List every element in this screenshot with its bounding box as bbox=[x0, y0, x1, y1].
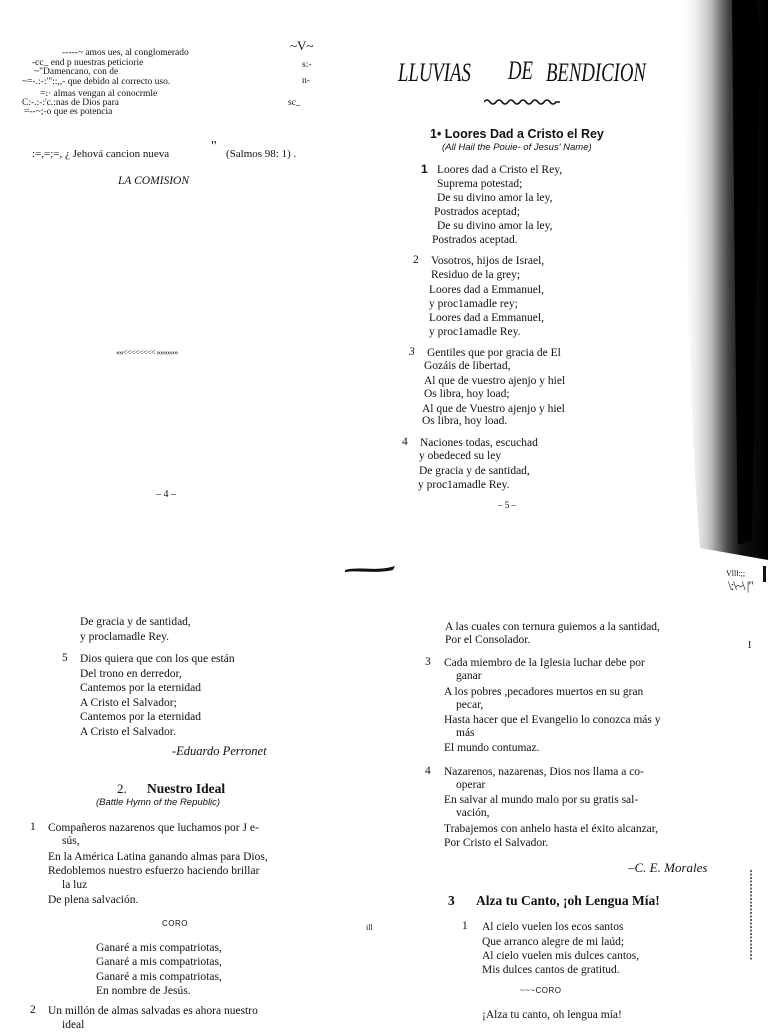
hymn-title: 1• Loores Dad a Cristo el Rey bbox=[430, 127, 604, 141]
chorus-line: Ganaré a mis compatriotas, bbox=[96, 971, 222, 983]
verse-line: Loores dad a Emmanuel, bbox=[429, 312, 544, 324]
verse-line: Loores dad a Cristo el Rey, bbox=[437, 164, 563, 176]
verse-line: Redoblemos nuestro esfuerzo haciendo brillar bbox=[48, 865, 260, 877]
book-title: DE bbox=[508, 56, 533, 85]
book-edge-shadow bbox=[660, 0, 768, 560]
ornament: ««<<<<<<<< »»»»»» bbox=[116, 348, 178, 357]
chorus-line: ¡Alza tu canto, oh lengua mía! bbox=[482, 1009, 622, 1021]
verse-line: A Cristo el Salvador. bbox=[80, 726, 176, 738]
garbled-mark: sc_ bbox=[288, 98, 301, 108]
chorus-line: Ganaré a mis compatriotas, bbox=[96, 956, 222, 968]
hymn-author: -Eduardo Perronet bbox=[172, 744, 267, 758]
verse-line: Gentiles que por gracia de El bbox=[427, 347, 561, 359]
verse-number: 5 bbox=[62, 652, 68, 664]
chorus-label: CORO bbox=[162, 919, 188, 928]
margin-mark: \:\~\ |" bbox=[728, 578, 753, 593]
hymn-author: –C. E. Morales bbox=[628, 860, 708, 875]
chorus-line: En nombre de Jesús. bbox=[96, 985, 191, 997]
verse-line: De gracia y de santidad, bbox=[419, 465, 530, 477]
verse-line: A Cristo el Salvador; bbox=[80, 697, 177, 709]
hymn-subtitle: (Battle Hymn of the Republic) bbox=[96, 797, 221, 808]
verse-line: Que arranco alegre de mi laúd; bbox=[482, 936, 625, 948]
verse-line: y proclamadle Rey. bbox=[80, 631, 169, 643]
garbled-line: ~=-.:-:'"::,,- que debido al correcto uso. bbox=[22, 77, 171, 87]
verse-line: ganar bbox=[456, 670, 482, 682]
verse-line: De plena salvación. bbox=[48, 894, 139, 906]
verse-line: Cantemos por la eternidad bbox=[80, 711, 202, 723]
verse-line: ideal bbox=[62, 1019, 85, 1031]
margin-mark: ill bbox=[366, 923, 373, 932]
verse-number: 4 bbox=[402, 436, 408, 448]
page-curl-mark bbox=[345, 562, 395, 576]
verse-number: 3 bbox=[409, 346, 415, 358]
verse-line: Un millón de almas salvadas es ahora nuestro bbox=[48, 1005, 258, 1017]
garbled-line: ~"Damencano, con de bbox=[34, 67, 119, 77]
hymn-title: Nuestro Ideal bbox=[147, 781, 226, 796]
verse-line: Gozáis de libertad, bbox=[424, 360, 511, 372]
verse-line: A los pobres ,pecadores muertos en su gran bbox=[444, 686, 644, 698]
verse-number: 4 bbox=[425, 765, 431, 777]
verse-line: Vosotros, hijos de Israel, bbox=[431, 255, 545, 267]
garbled-mark: n- bbox=[302, 76, 310, 86]
garbled-line: =--~;-o que es potencia bbox=[24, 107, 113, 117]
book-title: BENDICION bbox=[546, 58, 646, 87]
verse-line: Naciones todas, escuchad bbox=[420, 437, 538, 449]
verse-line: Mis dulces cantos de gratitud. bbox=[482, 964, 620, 976]
hymn-number: 2. bbox=[117, 781, 127, 796]
verse-line: Nazarenos, nazarenas, Dios nos llama a co- bbox=[444, 766, 644, 778]
verse-line: más bbox=[456, 727, 475, 739]
garbled-line: C:-.:-:'c.:nas de Dios para bbox=[22, 98, 119, 108]
verse-line: Al cielo vuelen mis dulces cantos, bbox=[482, 950, 640, 962]
verse-line: Por el Consolador. bbox=[445, 634, 531, 646]
verse-line: Os libra, hoy load; bbox=[424, 388, 510, 400]
verse-line: Suprema potestad; bbox=[437, 178, 523, 190]
verse-number: 2 bbox=[413, 254, 419, 266]
verse-line: De su divino amor la ley, bbox=[437, 192, 553, 204]
verse-line: Al que de vuestro ajenjo y hiel bbox=[424, 375, 566, 387]
garbled-line: =:· almas vengan al conocrmle bbox=[40, 89, 158, 99]
chorus-label: ~~~CORO bbox=[520, 986, 562, 995]
verse-line: Loores dad a Emmanuel, bbox=[429, 284, 544, 296]
page-number: – 4 – bbox=[156, 489, 176, 500]
book-title: LLUVIAS bbox=[398, 58, 471, 87]
hymn-subtitle: (All Hail the Pouie- of Jesus' Name) bbox=[442, 142, 592, 153]
chorus-line: Ganaré a mis compatriotas, bbox=[96, 942, 222, 954]
verse-line: Al que de Vuestro ajenjo y hiel bbox=[422, 403, 565, 415]
garbled-mark: s:- bbox=[302, 60, 312, 70]
verse-number: 1 bbox=[462, 920, 468, 932]
verse-line: y obedeced su ley bbox=[419, 450, 502, 462]
verse-line: Postrados aceptad; bbox=[434, 206, 520, 218]
verse-line: Cantemos por la eternidad bbox=[80, 682, 202, 694]
verse-line: y proc1amadle Rey. bbox=[429, 326, 521, 338]
verse-line: y proc1amadle rey; bbox=[429, 298, 518, 310]
garbled-mark: ~V~ bbox=[290, 38, 314, 53]
verse-line: Cada miembro de la Iglesia luchar debe por bbox=[444, 657, 645, 669]
verse-line: Hasta hacer que el Evangelio lo conozca más y bbox=[444, 714, 661, 726]
title-ornament-rule bbox=[484, 98, 560, 106]
garbled-line: -cc_ end p nuestras peticiorie bbox=[32, 58, 144, 68]
verse-line: vación, bbox=[456, 807, 490, 819]
verse-number: 3 bbox=[425, 656, 431, 668]
verse-number: 2 bbox=[30, 1004, 36, 1016]
scripture-reference: (Salmos 98: 1) . bbox=[226, 148, 297, 160]
verse-line: Al cielo vuelen los ecos santos bbox=[482, 921, 624, 933]
verse-line: Del trono en derredor, bbox=[80, 668, 182, 680]
verse-line: Compañeros nazarenos que luchamos por J e- bbox=[48, 822, 259, 834]
verse-line: Por Cristo el Salvador. bbox=[444, 837, 549, 849]
margin-dots-vertical bbox=[749, 870, 753, 960]
verse-line: El mundo contumaz. bbox=[444, 742, 540, 754]
verse-line: Os libra, hoy load. bbox=[422, 415, 508, 427]
verse-line: Dios quiera que con los que están bbox=[80, 653, 235, 665]
verse-line: De su divino amor la ley, bbox=[437, 220, 553, 232]
verse-line: y proc1amadle Rey. bbox=[418, 479, 510, 491]
verse-line: En la América Latina ganando almas para Dios, bbox=[48, 851, 268, 863]
verse-line: De gracia y de santidad, bbox=[80, 616, 191, 628]
verse-line: En salvar al mundo malo por su gratis sal- bbox=[444, 794, 639, 806]
verse-line: Trabajemos con anhelo hasta el éxito alcanzar, bbox=[444, 823, 659, 835]
quote-line: :=,=;=, ¿ Jehová cancion nueva bbox=[32, 148, 170, 160]
verse-line: operar bbox=[456, 779, 486, 791]
garbled-line: -----~ amos ues, al conglomerado bbox=[62, 48, 189, 58]
edge-tick bbox=[763, 566, 766, 582]
section-heading: LA COMISION bbox=[118, 175, 190, 187]
quote-mark: " bbox=[211, 139, 217, 154]
verse-number: 1 bbox=[30, 821, 36, 833]
verse-line: la luz bbox=[62, 879, 88, 891]
verse-number: 1 bbox=[421, 162, 428, 176]
verse-line: pecar, bbox=[456, 699, 484, 711]
verse-line: Residuo de la grey; bbox=[431, 269, 521, 281]
margin-mark: I bbox=[748, 640, 752, 651]
verse-line: Postrados aceptad. bbox=[432, 234, 518, 246]
verse-line: A las cuales con ternura guiemos a la santidad, bbox=[445, 621, 660, 633]
page-number: – 5 – bbox=[498, 500, 516, 510]
margin-mark: Vlll:;; bbox=[726, 569, 746, 578]
verse-line: sús, bbox=[62, 835, 80, 847]
hymn-title: Alza tu Canto, ¡oh Lengua Mía! bbox=[476, 893, 660, 908]
hymn-number: 3 bbox=[448, 893, 455, 908]
